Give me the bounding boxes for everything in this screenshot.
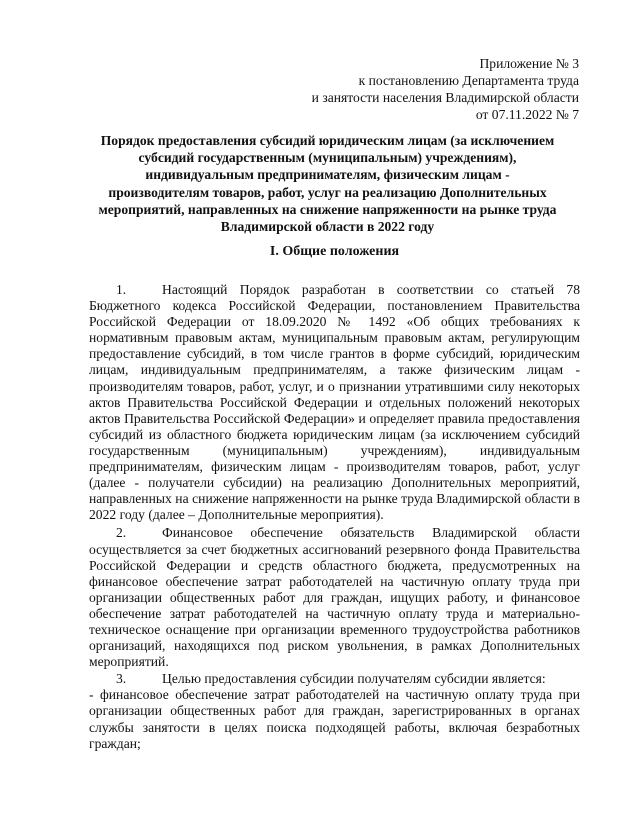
paragraph-text: Настоящий Порядок разработан в соответствии со статьей 78 Бюджетного кодекса Российской Федерации, постановлением Правительства Российской Федерации от 18.09.2020 № 1492 «Об общих требованиях к нормативным правовым актам, муниципальным правовым актам, регулирующим предоставление субсидий, в том числе грантов в форме субсидий, юридическим лицам, индивидуальным предпринимателям, а также физическим лицам - производителям товаров, работ, услуг, и о признании утратившими силу некоторых актов Правительства Российской Федерации и отдельных положений некоторых актов Правительства Российской Федерации» и определяет правила предоставления субсидий из областного бюджета юридическим лицам (за исключением субсидий государственным (муниципальным) учреждениям), индивидуальным предпринимателям, физическим лицам - производителям товаров, работ, услуг (далее - получатели субсидии) на реализацию Дополнительных мероприятий, направленных на снижение напряженности на рынке труда Владимирской области в 2022 году (далее – Дополнительные мероприятия). xyxy=(89,282,580,523)
paragraph-number: 3. xyxy=(116,671,127,687)
paragraph-number: 2. xyxy=(116,525,127,541)
appendix-resolution: к постановлению Департамента труда xyxy=(358,73,579,88)
paragraph-3 xyxy=(89,671,580,687)
paragraph-2 xyxy=(89,525,580,670)
section-heading: I. Общие положения xyxy=(269,244,400,259)
paragraph-text: Финансовое обеспечение обязательств Владимирской области осуществляется за счет бюджетных ассигнований резервного фонда Правительства Российской Федерации и средств областного бюджета, предусмотренных на финансовое обеспечение затрат работодателей на частичную оплату труда при организации общественных работ для граждан, ищущих работу, и финансовое обеспечение затрат работодателей на частичную оплату труда и материально-техническое оснащение при организации временного трудоустройства работников организаций, находящихся под риском увольнения, в рамках Дополнительных мероприятий. xyxy=(89,525,580,670)
appendix-date: от 07.11.2022 № 7 xyxy=(475,107,579,122)
paragraph-text: - финансовое обеспечение затрат работодателей на частичную оплату труда при организации общественных работ для граждан, зарегистрированных в органах службы занятости в целях поиска подходящей работы, включая безработных граждан; xyxy=(89,687,580,751)
paragraph-1 xyxy=(89,282,580,523)
paragraph-text: Целью предоставления субсидии получателям субсидии является: xyxy=(162,671,546,687)
document-title: Порядок предоставления субсидий юридическим лицам (за исключением субсидий государственным (муниципальным) учреждениям), индивидуальным предпринимателям, физическим лицам - производителям товаров, работ, услуг на реализацию Дополнительных мероприятий, направленных на снижение напряженности на рынке труда Владимирской области в 2022 году xyxy=(98,133,557,235)
appendix-block xyxy=(312,55,579,123)
paragraph-4 xyxy=(89,687,580,751)
appendix-number: Приложение № 3 xyxy=(479,56,579,71)
paragraph-number: 1. xyxy=(116,282,127,297)
document-body xyxy=(89,282,580,752)
appendix-department: и занятости населения Владимирской области xyxy=(311,90,579,105)
